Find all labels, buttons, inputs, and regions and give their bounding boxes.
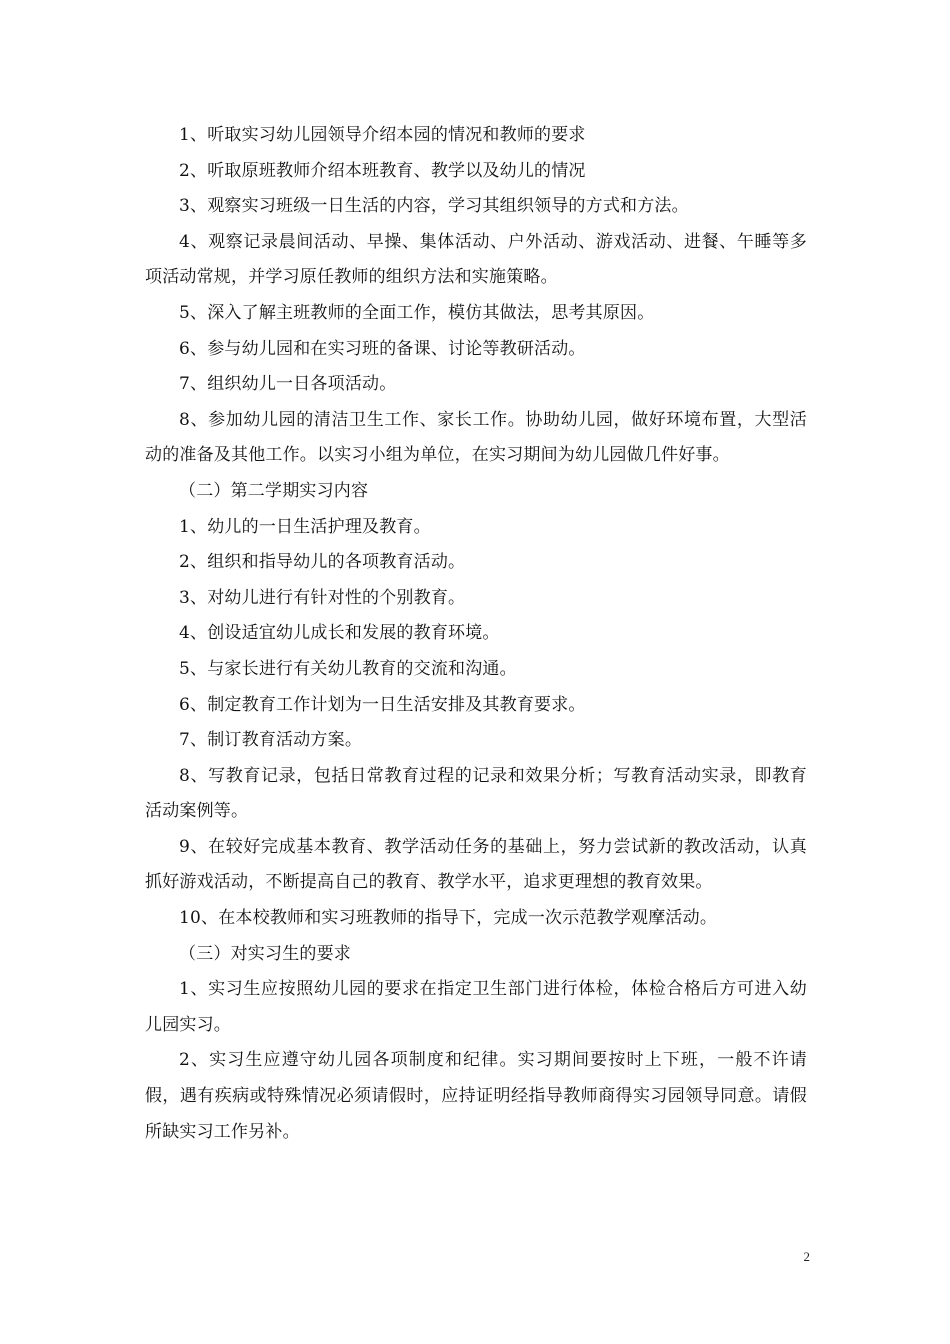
paragraph: 5、深入了解主班教师的全面工作，模仿其做法，思考其原因。 bbox=[179, 302, 655, 323]
paragraph: 5、与家长进行有关幼儿教育的交流和沟通。 bbox=[179, 658, 517, 679]
section-heading: （三）对实习生的要求 bbox=[179, 943, 351, 964]
page-number: 2 bbox=[803, 1249, 810, 1264]
paragraph: 6、制定教育工作计划为一日生活安排及其教育要求。 bbox=[179, 694, 586, 715]
paragraph: 1、实习生应按照幼儿园的要求在指定卫生部门进行体检，体检合格后方可进入幼儿园实习。 bbox=[145, 979, 807, 1035]
paragraph: 3、观察实习班级一日生活的内容，学习其组织领导的方式和方法。 bbox=[179, 196, 689, 217]
paragraph: 9、在较好完成基本教育、教学活动任务的基础上，努力尝试新的教改活动，认真抓好游戏活动，不断提高自己的教育、教学水平，追求更理想的教育效果。 bbox=[145, 836, 807, 893]
section-heading: （二）第二学期实习内容 bbox=[179, 480, 369, 501]
paragraph: 7、组织幼儿一日各项活动。 bbox=[179, 374, 397, 395]
paragraph: 1、幼儿的一日生活护理及教育。 bbox=[179, 516, 431, 537]
paragraph: 2、听取原班教师介绍本班教育、教学以及幼儿的情况 bbox=[179, 160, 586, 181]
paragraph: 3、对幼儿进行有针对性的个别教育。 bbox=[179, 587, 466, 608]
paragraph: 2、实习生应遵守幼儿园各项制度和纪律。实习期间要按时上下班，一般不许请假，遇有疾病或特殊情况必须请假时，应持证明经指导教师商得实习园领导同意。请假所缺实习工作另补。 bbox=[145, 1050, 807, 1142]
paragraph: 7、制订教育活动方案。 bbox=[179, 730, 363, 751]
paragraph: 4、创设适宜幼儿成长和发展的教育环境。 bbox=[179, 623, 500, 644]
paragraph: 8、写教育记录，包括日常教育过程的记录和效果分析；写教育活动实录，即教育活动案例等。 bbox=[145, 765, 807, 822]
paragraph: 6、参与幼儿园和在实习班的备课、讨论等教研活动。 bbox=[179, 338, 586, 359]
paragraph: 10、在本校教师和实习班教师的指导下，完成一次示范教学观摩活动。 bbox=[179, 908, 718, 929]
paragraph: 8、参加幼儿园的清洁卫生工作、家长工作。协助幼儿园，做好环境布置，大型活动的准备及其他工作。以实习小组为单位，在实习期间为幼儿园做几件好事。 bbox=[145, 409, 807, 466]
paragraph: 1、听取实习幼儿园领导介绍本园的情况和教师的要求 bbox=[179, 125, 586, 145]
document-body bbox=[145, 118, 807, 1150]
paragraph: 2、组织和指导幼儿的各项教育活动。 bbox=[179, 552, 466, 573]
paragraph: 4、观察记录晨间活动、早操、集体活动、户外活动、游戏活动、进餐、午睡等多项活动常规，并学习原任教师的组织方法和实施策略。 bbox=[145, 231, 807, 288]
